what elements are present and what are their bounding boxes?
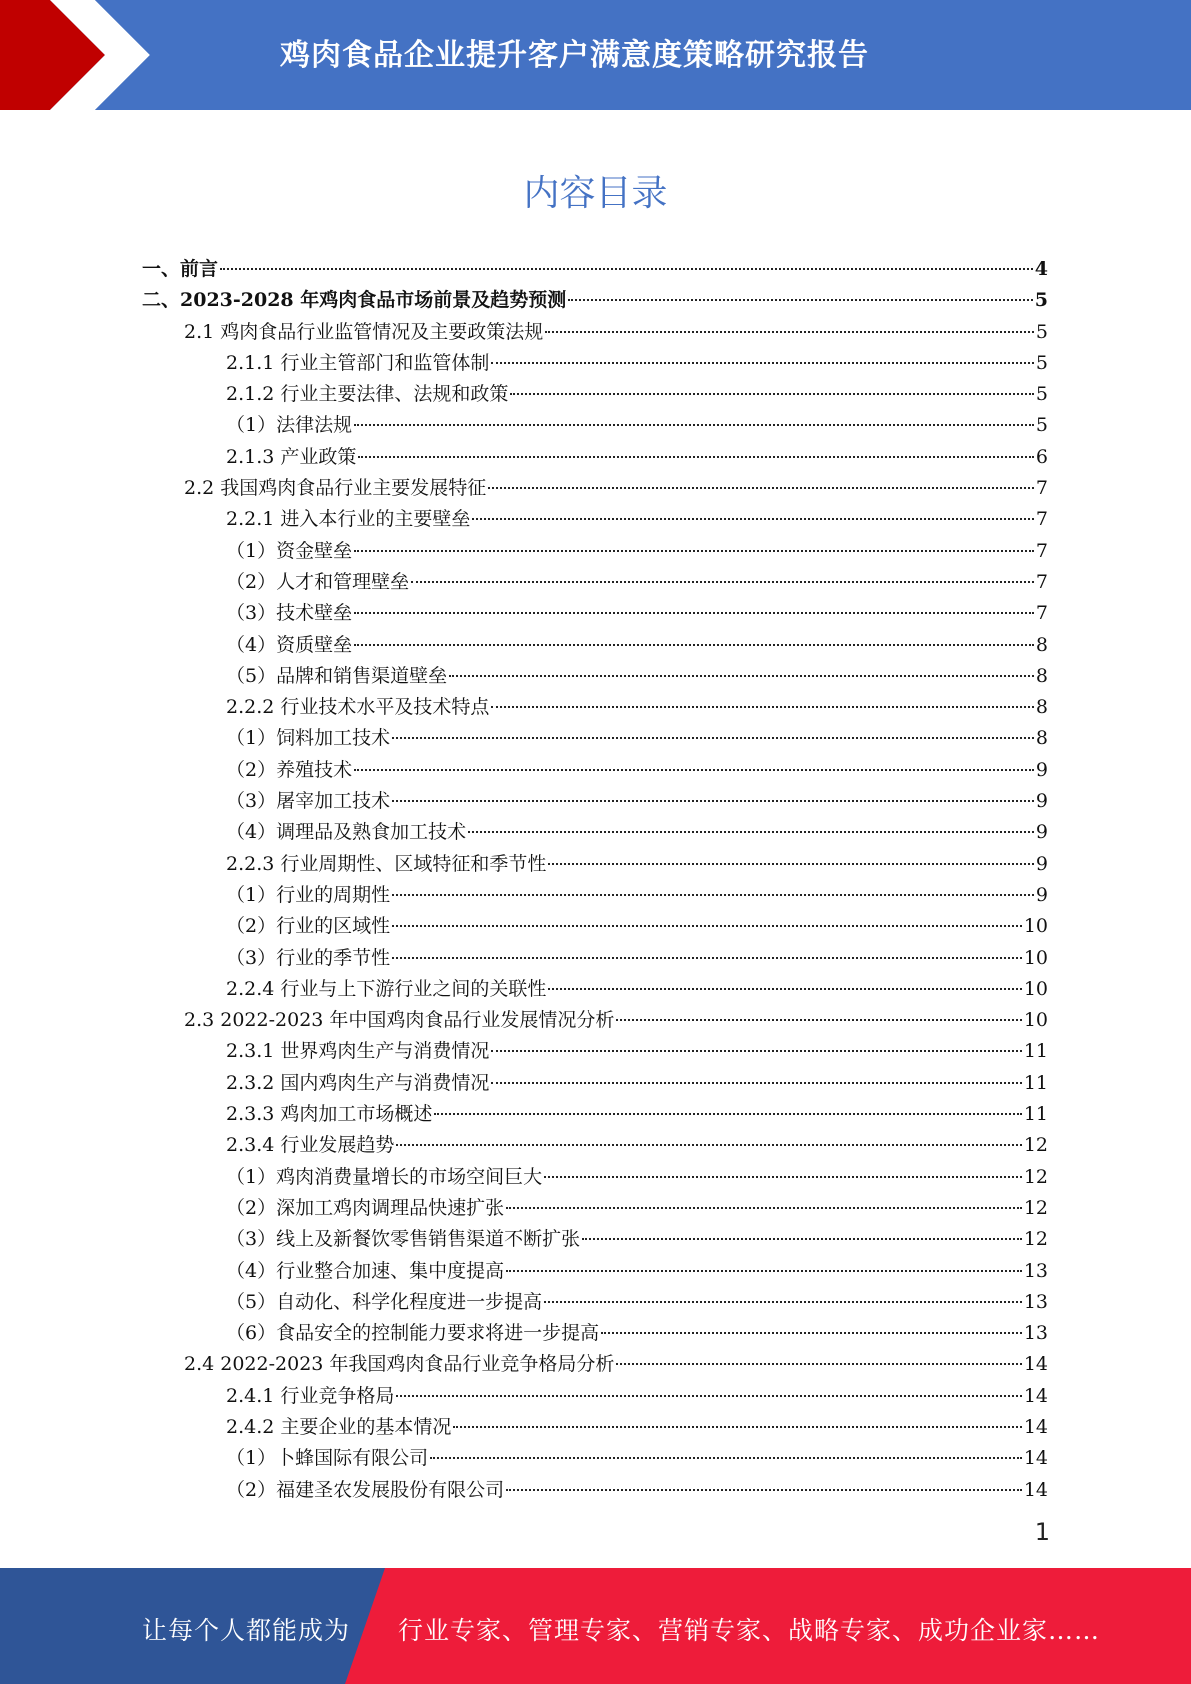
toc-dot-leader — [510, 392, 1034, 395]
toc-dot-leader — [430, 1456, 1022, 1459]
toc-entry-page: 9 — [1035, 883, 1048, 906]
toc-entry-page: 8 — [1035, 696, 1048, 719]
toc-entry-page: 7 — [1035, 477, 1048, 500]
toc-dot-leader — [392, 924, 1022, 927]
toc-entry-label: 2.3 2022-2023 年中国鸡肉食品行业发展情况分析 — [184, 1009, 615, 1032]
toc-entry-label: （2）福建圣农发展股份有限公司 — [226, 1478, 505, 1501]
toc-entry-page: 4 — [1034, 258, 1048, 280]
toc-entry[interactable] — [142, 661, 1048, 692]
toc-entry-page: 9 — [1035, 758, 1048, 781]
toc-entry-label: 2.4.1 行业竞争格局 — [226, 1384, 395, 1407]
toc-dot-leader — [354, 643, 1034, 646]
toc-entry-page: 10 — [1023, 915, 1048, 938]
toc-entry[interactable] — [142, 817, 1048, 848]
toc-entry[interactable] — [142, 1005, 1048, 1036]
toc-entry-label: 2.3.4 行业发展趋势 — [226, 1134, 395, 1157]
toc-entry[interactable] — [142, 536, 1048, 567]
toc-dot-leader — [491, 1081, 1021, 1084]
toc-entry-label: 2.3.3 鸡肉加工市场概述 — [226, 1103, 433, 1126]
toc-dot-leader — [453, 1425, 1021, 1428]
toc-entry-page: 5 — [1035, 383, 1048, 406]
toc-dot-leader — [506, 1269, 1022, 1272]
toc-dot-leader — [396, 1394, 1021, 1397]
toc-entry-label: （2）人才和管理壁垒 — [226, 570, 410, 593]
toc-entry-page: 9 — [1035, 852, 1048, 875]
toc-entry-page: 7 — [1035, 602, 1048, 625]
page-number: 1 — [1034, 1518, 1050, 1546]
toc-entry[interactable] — [142, 1349, 1048, 1380]
toc-entry-page: 14 — [1023, 1415, 1048, 1438]
toc-dot-leader — [582, 1237, 1022, 1240]
toc-heading: 内容目录 — [523, 173, 668, 214]
toc-entry-label: 2.4 2022-2023 年我国鸡肉食品行业竞争格局分析 — [184, 1353, 615, 1376]
toc-entry[interactable] — [142, 254, 1048, 285]
toc-dot-leader — [392, 736, 1034, 739]
toc-entry-page: 14 — [1023, 1478, 1048, 1501]
toc-dot-leader — [548, 862, 1034, 865]
toc-entry[interactable] — [142, 943, 1048, 974]
toc-entry-page: 12 — [1023, 1165, 1048, 1188]
toc-dot-leader — [354, 549, 1034, 552]
toc-entry-page: 13 — [1023, 1290, 1048, 1313]
toc-entry-page: 10 — [1023, 1009, 1048, 1032]
toc-entry[interactable] — [142, 755, 1048, 786]
toc-entry-page: 8 — [1035, 727, 1048, 750]
toc-entry-label: （3）行业的季节性 — [226, 946, 391, 969]
toc-entry[interactable] — [142, 1162, 1048, 1193]
toc-entry-label: （6）食品安全的控制能力要求将进一步提高 — [226, 1322, 600, 1345]
toc-entry-page: 6 — [1035, 445, 1048, 468]
toc-entry-label: 2.1.2 行业主要法律、法规和政策 — [226, 383, 509, 406]
toc-entry[interactable] — [142, 1256, 1048, 1287]
toc-dot-leader — [396, 1143, 1021, 1146]
toc-entry[interactable] — [142, 723, 1048, 754]
toc-entry-page: 11 — [1023, 1071, 1048, 1094]
toc-entry-label: （1）资金壁垒 — [226, 539, 353, 562]
toc-entry-label: （3）技术壁垒 — [226, 602, 353, 625]
toc-entry-page: 11 — [1023, 1103, 1048, 1126]
toc-entry[interactable] — [142, 410, 1048, 441]
toc-entry-label: 2.2.4 行业与上下游行业之间的关联性 — [226, 977, 547, 1000]
footer-slogan-right: 行业专家、管理专家、营销专家、战略专家、成功企业家…… — [398, 1616, 1101, 1645]
toc-entry-label: 2.3.1 世界鸡肉生产与消费情况 — [226, 1040, 490, 1063]
toc-entry-page: 9 — [1035, 790, 1048, 813]
toc-dot-leader — [491, 361, 1034, 364]
toc-entry[interactable] — [142, 1099, 1048, 1130]
toc-entry[interactable] — [142, 849, 1048, 880]
toc-entry[interactable] — [142, 1068, 1048, 1099]
toc-dot-leader — [491, 1049, 1021, 1052]
toc-entry-label: （2）养殖技术 — [226, 758, 353, 781]
toc-entry[interactable] — [142, 974, 1048, 1005]
toc-dot-leader — [354, 423, 1034, 426]
toc-entry-label: 2.4.2 主要企业的基本情况 — [226, 1415, 452, 1438]
toc-dot-leader — [601, 1331, 1022, 1334]
toc-dot-leader — [488, 486, 1034, 489]
toc-entry-label: （4）资质壁垒 — [226, 633, 353, 656]
toc-entry-label: 2.1.3 产业政策 — [226, 445, 357, 468]
toc-entry[interactable] — [142, 317, 1048, 348]
toc-dot-leader — [545, 330, 1034, 333]
toc-entry-page: 11 — [1023, 1040, 1048, 1063]
toc-entry[interactable] — [142, 1475, 1048, 1506]
toc-entry[interactable] — [142, 1193, 1048, 1224]
toc-entry[interactable] — [142, 348, 1048, 379]
toc-entry-page: 7 — [1035, 539, 1048, 562]
toc-entry-label: 一、前言 — [142, 258, 219, 280]
toc-dot-leader — [354, 768, 1034, 771]
toc-dot-leader — [506, 1206, 1022, 1209]
toc-entry-page: 9 — [1035, 821, 1048, 844]
toc-entry[interactable] — [142, 504, 1048, 535]
toc-entry-label: （1）行业的周期性 — [226, 883, 391, 906]
toc-entry[interactable] — [142, 1443, 1048, 1474]
toc-entry[interactable] — [142, 1287, 1048, 1318]
toc-entry-label: 2.2.3 行业周期性、区域特征和季节性 — [226, 852, 547, 875]
toc-entry-page: 7 — [1035, 570, 1048, 593]
toc-entry[interactable] — [142, 285, 1048, 316]
toc-entry-label: （1）法律法规 — [226, 414, 353, 437]
toc-entry-label: 2.1.1 行业主管部门和监管体制 — [226, 351, 490, 374]
toc-entry-page: 12 — [1023, 1134, 1048, 1157]
toc-dot-leader — [544, 1300, 1022, 1303]
footer-slogan-left: 让每个人都能成为 — [142, 1616, 351, 1645]
toc-entry-label: （3）线上及新餐饮零售销售渠道不断扩张 — [226, 1228, 581, 1251]
toc-entry-label: 2.2 我国鸡肉食品行业主要发展特征 — [184, 477, 487, 500]
toc-dot-leader — [472, 517, 1034, 520]
toc-entry-page: 13 — [1023, 1322, 1048, 1345]
toc-dot-leader — [354, 611, 1034, 614]
toc-dot-leader — [468, 830, 1034, 833]
toc-entry-label: （4）行业整合加速、集中度提高 — [226, 1259, 505, 1282]
toc-entry-page: 7 — [1035, 508, 1048, 531]
toc-dot-leader — [491, 705, 1034, 708]
toc-entry-label: （1）饲料加工技术 — [226, 727, 391, 750]
toc-dot-leader — [449, 674, 1034, 677]
toc-entry-page: 8 — [1035, 664, 1048, 687]
toc-dot-leader — [392, 956, 1022, 959]
toc-entry-label: 二、2023-2028 年鸡肉食品市场前景及趋势预测 — [142, 289, 567, 312]
report-footer — [0, 1568, 1191, 1684]
toc-entry[interactable] — [142, 911, 1048, 942]
report-header — [0, 0, 1191, 110]
toc-entry-label: （2）深加工鸡肉调理品快速扩张 — [226, 1196, 505, 1219]
toc-entry[interactable] — [142, 598, 1048, 629]
toc-entry-page: 8 — [1035, 633, 1048, 656]
toc-entry-label: 2.2.1 进入本行业的主要壁垒 — [226, 508, 471, 531]
toc-entry-label: 2.2.2 行业技术水平及技术特点 — [226, 696, 490, 719]
toc-entry[interactable] — [142, 567, 1048, 598]
header-arrow-decoration — [0, 0, 160, 110]
report-title: 鸡肉食品企业提升客户满意度策略研究报告 — [280, 38, 869, 73]
toc-entry[interactable] — [142, 1381, 1048, 1412]
toc-dot-leader — [434, 1112, 1021, 1115]
toc-entry-label: 2.3.2 国内鸡肉生产与消费情况 — [226, 1071, 490, 1094]
toc-entry[interactable] — [142, 786, 1048, 817]
toc-entry[interactable] — [142, 880, 1048, 911]
toc-entry-label: （5）品牌和销售渠道壁垒 — [226, 664, 448, 687]
toc-entry[interactable] — [142, 1224, 1048, 1255]
toc-entry[interactable] — [142, 473, 1048, 504]
toc-dot-leader — [568, 298, 1033, 301]
toc-entry-page: 5 — [1035, 320, 1048, 343]
toc-entry-page: 5 — [1035, 414, 1048, 437]
toc-dot-leader — [616, 1362, 1021, 1365]
toc-entry[interactable] — [142, 379, 1048, 410]
toc-dot-leader — [220, 267, 1033, 270]
toc-dot-leader — [411, 580, 1034, 583]
toc-entry-label: （4）调理品及熟食加工技术 — [226, 821, 467, 844]
toc-entry-label: （3）屠宰加工技术 — [226, 790, 391, 813]
toc-entry[interactable] — [142, 1318, 1048, 1349]
toc-dot-leader — [506, 1488, 1022, 1491]
toc-entry[interactable] — [142, 1412, 1048, 1443]
toc-entry[interactable] — [142, 1036, 1048, 1067]
toc-dot-leader — [392, 893, 1034, 896]
toc-dot-leader — [358, 455, 1034, 458]
toc-entry-page: 5 — [1035, 351, 1048, 374]
toc-entry-page: 14 — [1023, 1353, 1048, 1376]
toc-entry-page: 14 — [1023, 1447, 1048, 1470]
toc-entry-page: 10 — [1023, 946, 1048, 969]
toc-entry-label: （1）卜蜂国际有限公司 — [226, 1447, 429, 1470]
toc-entry-label: （2）行业的区域性 — [226, 915, 391, 938]
toc-entry-label: （1）鸡肉消费量增长的市场空间巨大 — [226, 1165, 543, 1188]
toc-entry[interactable] — [142, 1130, 1048, 1161]
toc-entry-page: 12 — [1023, 1228, 1048, 1251]
toc-entry[interactable] — [142, 442, 1048, 473]
toc-entry[interactable] — [142, 630, 1048, 661]
toc-dot-leader — [544, 1175, 1022, 1178]
toc-entry-label: （5）自动化、科学化程度进一步提高 — [226, 1290, 543, 1313]
toc-entry-page: 13 — [1023, 1259, 1048, 1282]
toc-entry[interactable] — [142, 692, 1048, 723]
toc-entry-page: 12 — [1023, 1196, 1048, 1219]
toc-dot-leader — [616, 1018, 1021, 1021]
toc-dot-leader — [392, 799, 1034, 802]
table-of-contents — [142, 254, 1048, 1506]
toc-entry-page: 5 — [1034, 289, 1048, 312]
toc-entry-page: 14 — [1023, 1384, 1048, 1407]
toc-dot-leader — [548, 987, 1021, 990]
toc-entry-page: 10 — [1023, 977, 1048, 1000]
toc-entry-label: 2.1 鸡肉食品行业监管情况及主要政策法规 — [184, 320, 544, 343]
